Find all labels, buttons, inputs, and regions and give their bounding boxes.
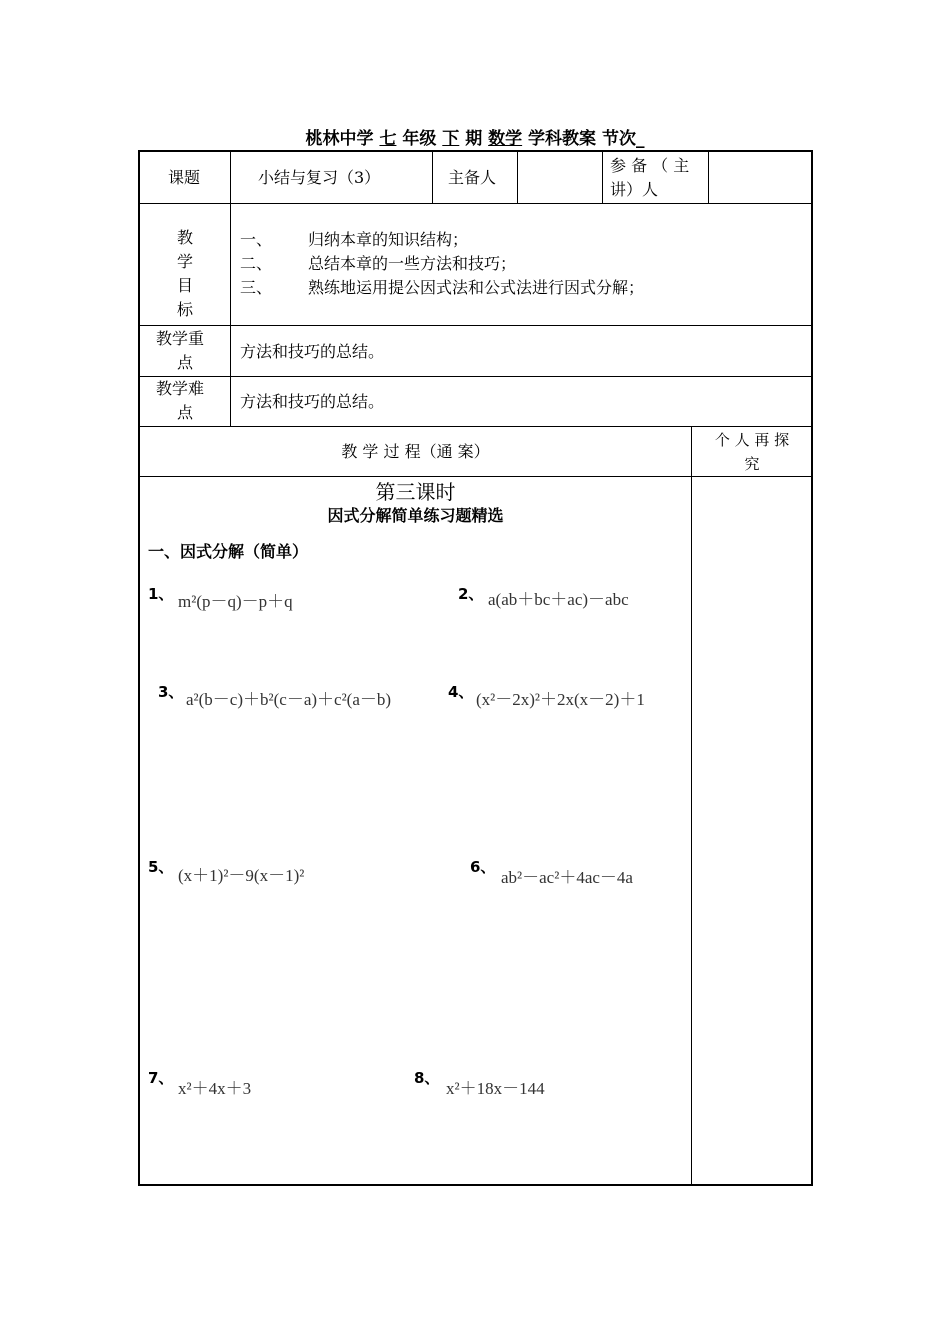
title-suffix: 学科教案 节次 [528, 129, 636, 149]
school-name: 桃林中学 [305, 129, 374, 149]
row-divider [140, 426, 811, 427]
objectives-label-char: 标 [177, 300, 194, 319]
objective-marker: 二、 [240, 254, 273, 273]
problem-expression: x²＋4x＋3 [178, 1079, 252, 1098]
row-divider [140, 203, 811, 204]
document-title [0, 124, 950, 149]
side-header: 个 人 再 探 [714, 431, 790, 449]
objective-marker: 三、 [240, 278, 273, 297]
objective-text: 熟练地运用提公因式法和公式法进行因式分解； [308, 278, 645, 297]
process-header: 教 学 过 程（通 案） [341, 442, 490, 461]
objective-text: 总结本章的一些方法和技巧； [308, 254, 517, 273]
side-header-2: 究 [744, 455, 760, 473]
col-divider [691, 426, 692, 1186]
problem-number: 3、 [158, 683, 184, 701]
objectives-label-char: 目 [177, 276, 194, 295]
co-preparer-label-2: 讲）人 [610, 180, 659, 199]
row-divider [140, 476, 811, 477]
col-divider [602, 152, 603, 203]
section-title: 一、因式分解（简单） [148, 542, 309, 561]
col-divider [432, 152, 433, 203]
problem-expression: a²(b－c)＋b²(c－a)＋c²(a－b) [186, 690, 392, 709]
key-point-text: 方法和技巧的总结。 [240, 342, 385, 361]
problem-number: 1、 [148, 585, 174, 603]
topic-value: 小结与复习（3） [258, 168, 381, 187]
problem-expression: x²＋18x－144 [446, 1079, 545, 1098]
key-point-label-2: 点 [177, 353, 194, 372]
co-preparer-label: 参 备 （ 主 [610, 156, 690, 175]
problem-expression: (x＋1)²－9(x－1)² [178, 866, 305, 885]
grade-value: 七 [379, 129, 397, 149]
term-suffix: 期 [465, 129, 483, 149]
row-divider [140, 325, 811, 326]
col-divider [230, 152, 231, 426]
lesson-subtitle: 因式分解简单练习题精选 [327, 506, 504, 525]
difficulty-label-2: 点 [177, 403, 194, 422]
objectives-label-char: 教 [177, 228, 194, 247]
problem-number: 2、 [458, 585, 484, 603]
problem-expression: m²(p－q)－p＋q [178, 592, 293, 611]
term-value: 下 [442, 129, 460, 149]
difficulty-text: 方法和技巧的总结。 [240, 392, 385, 411]
problem-number: 8、 [414, 1069, 440, 1087]
grade-suffix: 年级 [402, 129, 437, 149]
col-divider [708, 152, 709, 203]
objective-marker: 一、 [240, 230, 273, 249]
col-divider [517, 152, 518, 203]
problem-number: 7、 [148, 1069, 174, 1087]
key-point-label: 教学重 [156, 329, 205, 348]
preparer-label: 主备人 [448, 168, 497, 187]
lesson-title: 第三课时 [375, 480, 456, 504]
objectives-label-char: 学 [177, 252, 194, 271]
lesson-plan-table [138, 150, 813, 1186]
problem-expression: ab²－ac²＋4ac－4a [501, 868, 633, 887]
row-divider [140, 376, 811, 377]
problem-number: 4、 [448, 683, 474, 701]
problem-expression: (x²－2x)²＋2x(x－2)＋1 [476, 690, 645, 709]
problem-number: 6、 [470, 858, 496, 876]
topic-label: 课题 [168, 168, 201, 187]
subject-value: 数学 [488, 129, 523, 149]
problem-number: 5、 [148, 858, 174, 876]
difficulty-label: 教学难 [156, 379, 205, 398]
problem-expression: a(ab＋bc＋ac)－abc [488, 590, 629, 609]
objective-text: 归纳本章的知识结构； [308, 230, 469, 249]
period-blank: _ [635, 129, 645, 149]
